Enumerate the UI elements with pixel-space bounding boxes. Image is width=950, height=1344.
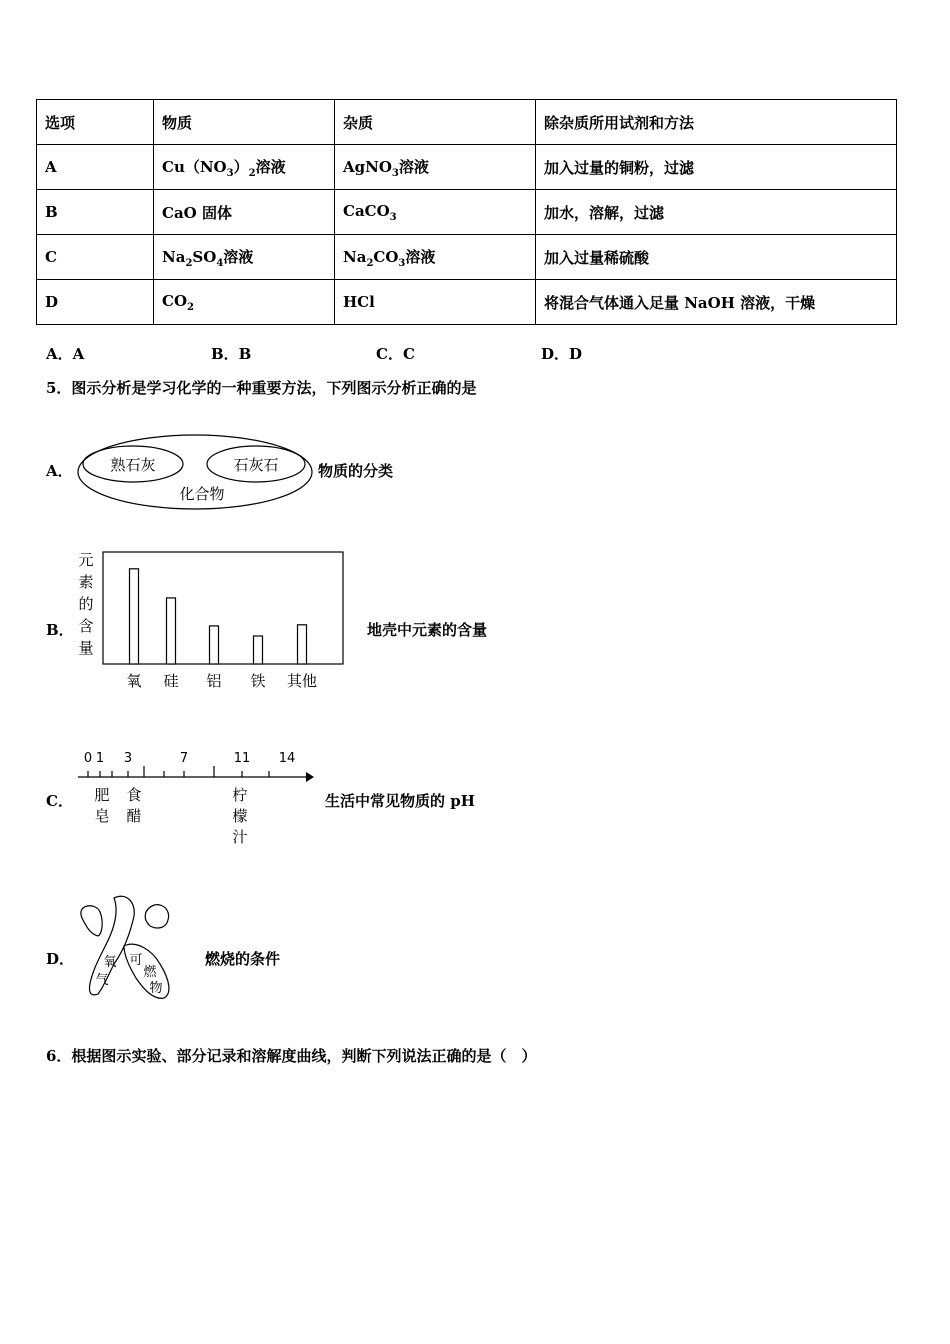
q4-table xyxy=(36,99,897,325)
bar-0 xyxy=(130,569,139,664)
fire-character-diagram xyxy=(74,890,184,1005)
q5-option-c-caption: 生活中常见物质的 pH xyxy=(325,792,475,810)
bar-3 xyxy=(254,636,263,664)
q4-choice-b[interactable]: B．B xyxy=(211,345,252,363)
soap-char-2: 皂 xyxy=(94,807,110,825)
y-label-char-4: 量 xyxy=(78,639,94,657)
q5-option-d-caption: 燃烧的条件 xyxy=(205,950,281,968)
ph-tick-1: 1 xyxy=(95,751,105,766)
fuel-char-1: 可 xyxy=(129,953,143,968)
row-method: 加入过量的铜粉，过滤 xyxy=(536,145,897,190)
q5-option-d-label[interactable]: D． xyxy=(46,950,75,968)
fuel-char-2: 燃 xyxy=(143,965,157,980)
x-tick-labels xyxy=(126,672,317,690)
q5-option-c-label[interactable]: C． xyxy=(46,792,73,810)
row-option: C xyxy=(37,235,154,280)
q6-stem: 6．根据图示实验、部分记录和溶解度曲线，判断下列说法正确的是（ ） xyxy=(46,1047,537,1065)
header-impurity: 杂质 xyxy=(335,100,536,145)
x-tick-label-0: 氧 xyxy=(126,672,142,690)
fuel-char-3: 物 xyxy=(149,981,163,996)
q4-choice-d[interactable]: D．D xyxy=(541,345,583,363)
row-option: D xyxy=(37,280,154,325)
table-row xyxy=(37,280,897,325)
row-impurity: AgNO$_3$溶液 xyxy=(335,145,536,190)
bars xyxy=(130,569,307,664)
table-row xyxy=(37,235,897,280)
outer-label: 化合物 xyxy=(179,485,225,503)
x-tick-label-3: 铁 xyxy=(250,672,266,690)
y-label-char-3: 含 xyxy=(78,617,94,635)
row-substance: $Cu(NO_3)_2$溶液 xyxy=(154,145,335,190)
row-option: A xyxy=(37,145,154,190)
oxygen-char-1: 氧 xyxy=(103,955,117,970)
row-impurity: $Na_2CO_3$溶液 xyxy=(335,235,536,280)
q5-option-a-caption: 物质的分类 xyxy=(318,462,394,480)
row-method: 加水，溶解，过滤 xyxy=(536,190,897,235)
ph-tick-3: 3 xyxy=(123,751,133,766)
inner-left-label: 熟石灰 xyxy=(110,456,156,474)
ph-tick-14: 14 xyxy=(278,751,296,766)
flame-left-drop xyxy=(81,906,102,936)
row-method: 加入过量稀硫酸 xyxy=(536,235,897,280)
y-label-char-1: 素 xyxy=(78,573,94,591)
q5-option-a-label[interactable]: A． xyxy=(46,462,73,480)
ph-scale xyxy=(74,745,320,850)
ph-tick-0: 0 xyxy=(83,751,93,766)
x-tick-label-1: 硅 xyxy=(163,672,179,690)
row-impurity: CaCO$_3$ xyxy=(335,190,536,235)
y-axis-label xyxy=(78,551,93,657)
q5-option-b-label[interactable]: B． xyxy=(46,621,74,639)
table-row xyxy=(37,190,897,235)
q5-stem: 5．图示分析是学习化学的一种重要方法，下列图示分析正确的是 xyxy=(46,379,477,397)
x-tick-label-4: 其他 xyxy=(286,672,318,690)
row-substance: $Na_2SO_4$溶液 xyxy=(154,235,335,280)
header-substance: 物质 xyxy=(154,100,335,145)
lemon-char-2: 檬 xyxy=(232,807,248,825)
header-option: 选项 xyxy=(37,100,154,145)
flame-right-drop xyxy=(145,905,168,928)
row-substance: $CO_2$ xyxy=(154,280,335,325)
q4-choice-a[interactable]: A．A xyxy=(46,345,85,363)
row-impurity: HCl xyxy=(335,280,536,325)
ph-axis-arrow xyxy=(306,772,314,782)
row-method: 将混合气体通入足量 NaOH 溶液，干燥 xyxy=(536,280,897,325)
header-method: 除杂质所用试剂和方法 xyxy=(536,100,897,145)
bar-4 xyxy=(298,625,307,664)
lemon-char-3: 汁 xyxy=(232,828,248,846)
oxygen-char-2: 气 xyxy=(95,973,109,988)
lemon-char-1: 柠 xyxy=(232,786,248,804)
vinegar-char-1: 食 xyxy=(126,786,142,804)
x-tick-label-2: 铝 xyxy=(206,672,222,690)
y-label-char-0: 元 xyxy=(78,551,94,569)
ph-tick-11: 11 xyxy=(233,751,251,766)
ph-tick-7: 7 xyxy=(179,751,189,766)
table-header-row xyxy=(37,100,897,145)
y-label-char-2: 的 xyxy=(78,595,94,613)
classification-diagram xyxy=(74,430,320,512)
bar-2 xyxy=(210,626,219,664)
bar-1 xyxy=(167,598,176,664)
soap-char-1: 肥 xyxy=(94,786,110,804)
vinegar-char-2: 醋 xyxy=(126,807,142,825)
table-row xyxy=(37,145,897,190)
row-substance: CaO 固体 xyxy=(154,190,335,235)
ph-ticks xyxy=(88,766,269,777)
row-option: B xyxy=(37,190,154,235)
element-content-chart xyxy=(72,545,362,695)
q4-choice-c[interactable]: C．C xyxy=(376,345,415,363)
q5-option-b-caption: 地壳中元素的含量 xyxy=(367,621,488,639)
inner-right-label: 石灰石 xyxy=(233,456,279,474)
